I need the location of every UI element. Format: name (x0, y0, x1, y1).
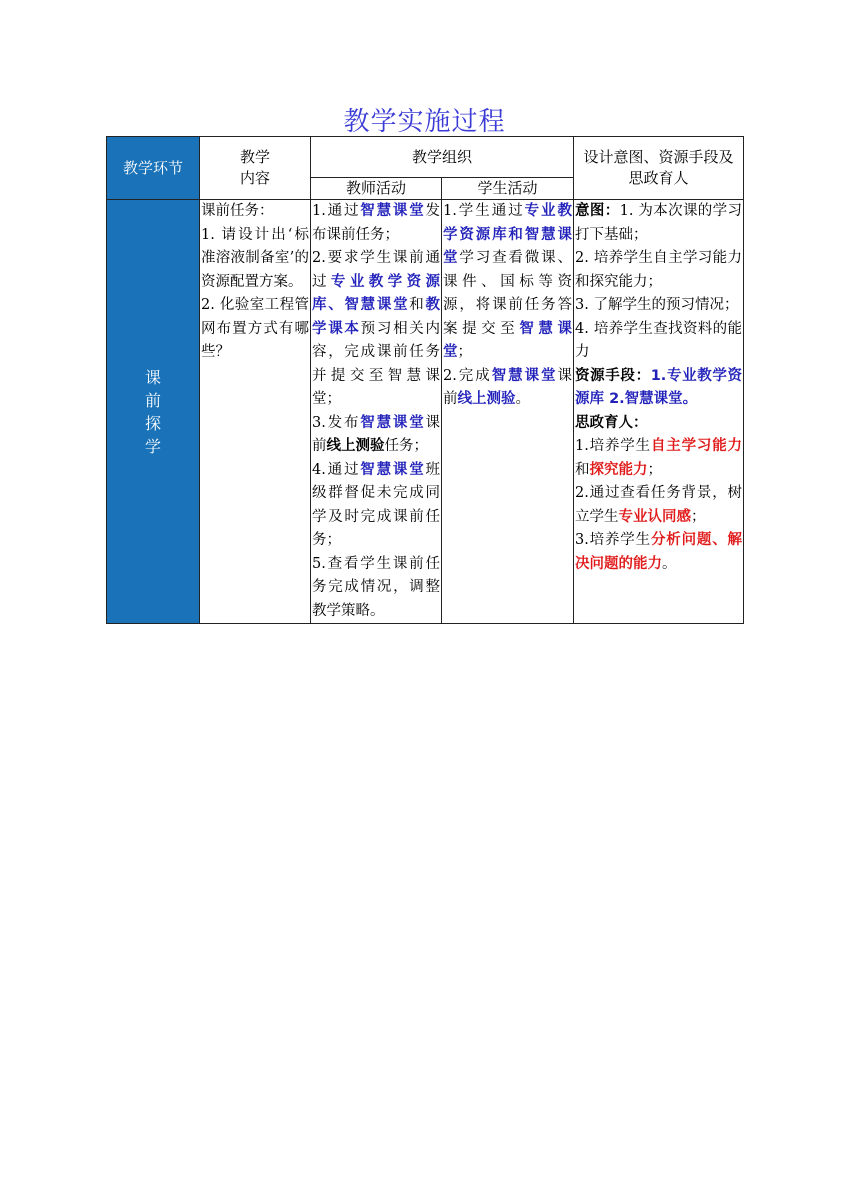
text: 2.完成 (443, 367, 492, 384)
stage-char: 学 (144, 436, 161, 456)
highlight-text: 智慧课堂 (360, 461, 426, 478)
header-design-line1: 设计意图、资源手段及 (583, 148, 734, 166)
resource-paragraph (575, 365, 742, 412)
ideology-item-1 (575, 435, 742, 482)
text: 任务； (384, 438, 428, 454)
highlight-text: 线上测验 (457, 391, 516, 407)
highlight-text: 智慧课堂 (443, 320, 573, 360)
teacher-item-2 (312, 247, 440, 412)
intent-item: 4. 培养学生查找资料的能力 (575, 320, 743, 360)
header-teacher-activity: 教师活动 (311, 178, 442, 200)
teacher-item-5: 5.查看学生课前任务完成情况，调整教学策略。 (312, 555, 440, 619)
text: 班级群督促未完成同学及时完成课前任务； (312, 461, 440, 548)
header-organization: 教学组织 (311, 137, 574, 178)
content-item: 1. 请设计出‘标准溶液制备室’的资源配置方案。 (201, 226, 309, 290)
text: 2.要求学生课前通过 (312, 250, 440, 290)
ideology-item-2 (575, 482, 742, 529)
teacher-item-3 (312, 412, 440, 459)
highlight-text: 探究能力 (589, 461, 648, 478)
header-design (574, 137, 744, 200)
text: 预习相关内容，完成课前任务并提交至智慧课堂； (312, 320, 441, 407)
text: 和 (409, 297, 426, 313)
text: ； (691, 508, 706, 525)
content-cell (200, 200, 311, 624)
student-activity-cell (442, 200, 574, 624)
intent-item: 3. 了解学生的预习情况； (575, 297, 739, 313)
student-item-1 (443, 200, 572, 365)
design-cell (574, 200, 744, 624)
text: 。 (662, 555, 677, 572)
content-item: 2. 化验室工程管网布置方式有哪些？ (201, 297, 309, 360)
text: 和 (575, 461, 590, 478)
highlight-text: 智慧课堂 (360, 203, 426, 219)
highlight-text: 智慧课堂 (491, 367, 558, 384)
teaching-process-table (106, 136, 744, 624)
text: ； (647, 461, 663, 478)
text: ； (457, 344, 472, 360)
highlight-text: 专业教学资源库 (312, 273, 441, 313)
highlight-text: 、 (328, 297, 345, 313)
highlight-text: 教学课本 (312, 297, 441, 337)
stage-cell (107, 200, 200, 624)
text: 。 (515, 391, 530, 407)
ideology-label: 思政育人： (575, 414, 648, 431)
header-content-line1: 教学 (239, 148, 270, 166)
highlight-text: 智慧课堂 (344, 297, 410, 313)
highlight-text: 智慧课堂 (360, 414, 426, 431)
highlight-text: 分析问题、解决问题的能力 (575, 532, 743, 572)
text: 3.发布 (312, 414, 361, 431)
text: 2.通过查看任务背景，树立学生 (575, 485, 743, 525)
stage-char: 前 (144, 390, 161, 410)
stage-char: 课 (144, 367, 161, 387)
intent-item: 2. 培养学生自主学习能力和探究能力； (575, 250, 743, 290)
highlight-text: 自主学习能力 (650, 438, 743, 454)
content-line: 课前任务： (201, 203, 274, 219)
header-student-activity: 学生活动 (442, 178, 574, 200)
text: 3.培养学生 (575, 532, 651, 548)
header-content (200, 137, 311, 200)
label: 资源手段： (575, 367, 651, 384)
highlight-text: 1.专业教学资源库 2.智慧课堂。 (575, 367, 743, 407)
teacher-item-4 (312, 459, 440, 553)
teacher-activity-cell (311, 200, 442, 624)
text: 课前 (443, 367, 573, 407)
highlight-text: 专业教学资源库和智慧课堂 (443, 203, 573, 266)
text: 学习查看微课、课件、国标等资源，将课前任务答案提交至 (443, 250, 573, 337)
highlight-text: 线上测验 (326, 438, 385, 454)
header-content-line2: 内容 (239, 169, 270, 187)
text: 4.通过 (312, 461, 361, 478)
header-design-line2: 思政育人 (628, 169, 689, 187)
stage-char: 探 (144, 413, 161, 433)
highlight-text: 专业认同感 (618, 508, 692, 525)
text: 课前 (312, 414, 440, 454)
text: 1.培养学生 (575, 438, 651, 454)
page-title: 教学实施过程 (343, 107, 506, 137)
text: 1. 为本次课的学习打下基础； (575, 203, 743, 243)
student-item-2 (443, 365, 572, 412)
intent-paragraph (575, 200, 742, 247)
ideology-item-3 (575, 529, 742, 576)
header-stage: 教学环节 (107, 137, 200, 200)
text: 1.学生通过 (443, 203, 525, 219)
label: 意图： (575, 203, 620, 219)
text: 发布课前任务； (312, 203, 440, 243)
teacher-item-1 (312, 200, 440, 247)
text: 1.通过 (312, 203, 361, 219)
